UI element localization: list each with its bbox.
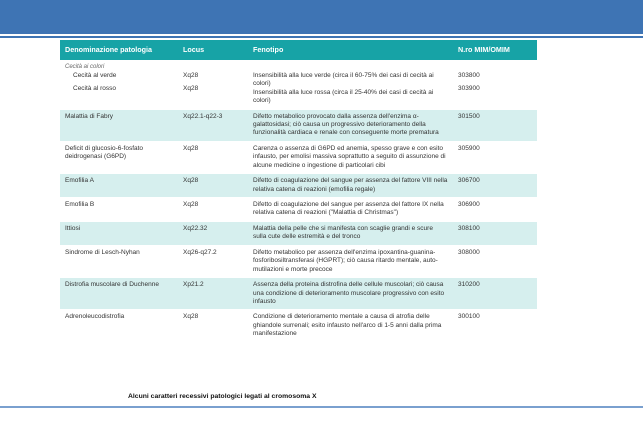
locus-value: Xp21.2 [178, 278, 248, 310]
table-row [60, 174, 537, 198]
group-label: Cecità ai colori [65, 64, 105, 70]
locus-value: Xq28 [178, 310, 248, 342]
mim-value: 310200 [453, 278, 537, 310]
header-locus: Locus [178, 40, 248, 61]
locus-value: Xq28 [183, 71, 199, 79]
mim-value: 303900 [458, 85, 480, 93]
locus-value: Xq28 [178, 141, 248, 173]
table-row [60, 278, 537, 310]
table-header-row [60, 40, 537, 61]
locus-value: Xq22.1-q22-3 [178, 109, 248, 141]
disease-name: Distrofia muscolare di Duchenne [60, 278, 178, 310]
phenotype-value: Difetto di coagulazione del sangue per assenza del fattore IX nella relativa catena di reazioni ("Malattia di Christmas") [248, 198, 453, 222]
disease-name: Cecità al rosso [73, 85, 116, 93]
mim-value: 301500 [453, 109, 537, 141]
locus-value: Xq28 [178, 174, 248, 198]
disease-table [60, 40, 537, 342]
table-row [60, 109, 537, 141]
disease-name: Emofilia A [60, 174, 178, 198]
disease-name: Sindrome di Lesch-Nyhan [60, 245, 178, 277]
top-banner [0, 0, 643, 34]
locus-value: Xq26-q27.2 [178, 245, 248, 277]
table-caption: Alcuni caratteri recessivi patologici legati al cromosoma X [128, 393, 317, 400]
locus-value: Xq22.32 [178, 221, 248, 245]
table-row [60, 245, 537, 277]
phenotype-value: Difetto di coagulazione del sangue per assenza del fattore VIII nella relativa catena di reazioni (emofilia regale) [248, 174, 453, 198]
disease-name: Deficit di glucosio-6-fosfato deidrogenasi (G6PD) [60, 141, 178, 173]
disease-name: Malattia di Fabry [60, 109, 178, 141]
disease-cell [60, 61, 178, 110]
table-row [60, 221, 537, 245]
phenotype-value: Malattia della pelle che si manifesta con scaglie grandi e scure sulla cute delle estremità e del tronco [248, 221, 453, 245]
table-row [60, 141, 537, 173]
disease-name: Adrenoleucodistrofia [60, 310, 178, 342]
locus-cell [178, 61, 248, 110]
phenotype-value: Carenza o assenza di G6PD ed anemia, spesso grave e con esito infausto, per emolisi massiva soprattutto a seguito di assunzione di alcune medicine o ingestione di particolari cibi [248, 141, 453, 173]
phenotype-value: Insensibilità alla luce rossa (circa il 25-40% dei casi di cecità ai colori) [253, 88, 434, 105]
locus-value: Xq28 [183, 85, 199, 93]
top-divider [0, 36, 643, 38]
phenotype-value: Difetto metabolico provocato dalla assenza dell'enzima α-galattosidasi; ciò causa un progressivo deterioramento della funzionalità cardiaca e renale con conseguente morte prematura [248, 109, 453, 141]
mim-cell [453, 61, 537, 110]
phenotype-cell [248, 61, 453, 110]
phenotype-value: Assenza della proteina distrofina delle cellule muscolari; ciò causa una condizione di deterioramento muscolare progressivo con esito infausto [248, 278, 453, 310]
header-mim: N.ro MIM/OMIM [453, 40, 537, 61]
bottom-divider [0, 406, 643, 408]
mim-value: 306900 [453, 198, 537, 222]
disease-name: Emofilia B [60, 198, 178, 222]
header-phenotype: Fenotipo [248, 40, 453, 61]
mim-value: 308000 [453, 245, 537, 277]
disease-name: Cecità al verde [73, 71, 117, 79]
table-row [60, 310, 537, 342]
table-row [60, 198, 537, 222]
mim-value: 308100 [453, 221, 537, 245]
mim-value: 305900 [453, 141, 537, 173]
locus-value: Xq28 [178, 198, 248, 222]
table-row [60, 61, 537, 110]
mim-value: 306700 [453, 174, 537, 198]
phenotype-value: Condizione di deterioramento mentale a causa di atrofia delle ghiandole surrenali; esito infausto nell'arco di 1-5 anni dalla prima manifestazione [248, 310, 453, 342]
phenotype-value: Insensibilità alla luce verde (circa il 60-75% dei casi di cecità ai colori) [253, 71, 434, 88]
mim-value: 300100 [453, 310, 537, 342]
table-container [60, 40, 537, 342]
header-disease: Denominazione patologia [60, 40, 178, 61]
disease-name: Ittiosi [60, 221, 178, 245]
mim-value: 303800 [458, 71, 480, 79]
phenotype-value: Difetto metabolico per assenza dell'enzima ipoxantina-guanina-fosforibosiltransferasi (HGPRT); ciò causa ritardo mentale, auto-mutilazioni e morte precoce [248, 245, 453, 277]
